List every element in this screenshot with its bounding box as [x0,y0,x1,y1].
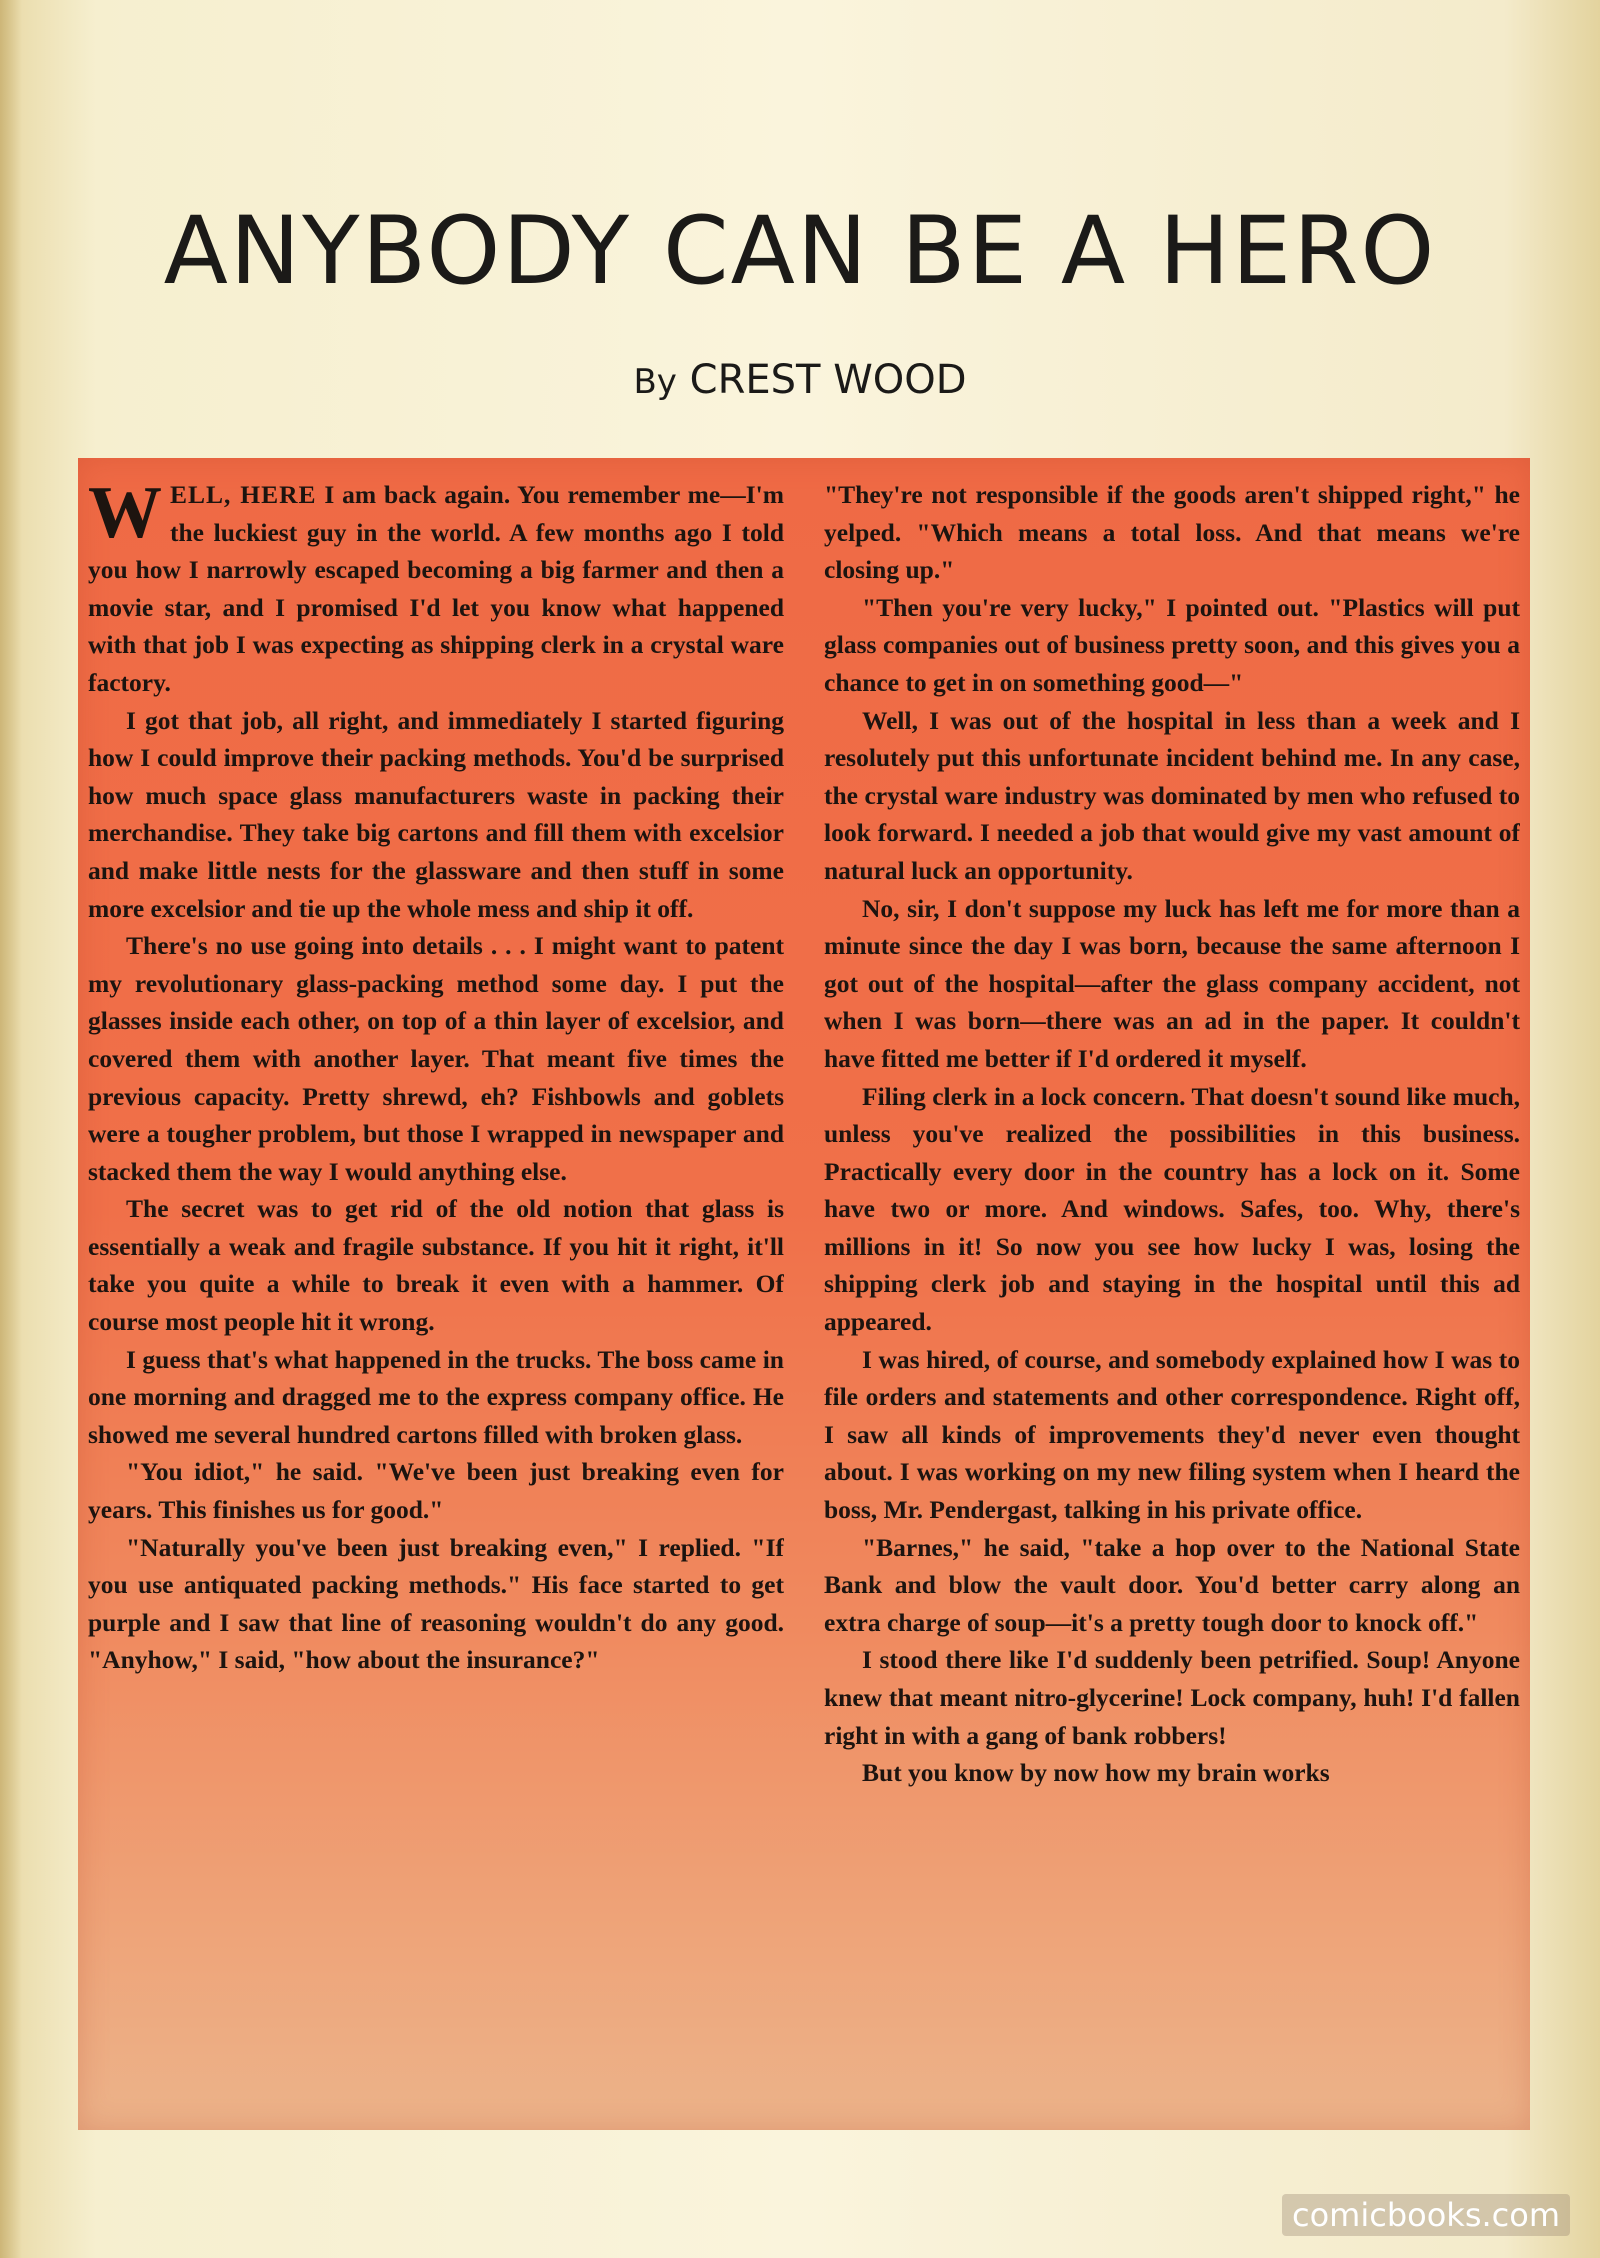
site-watermark: comicbooks.com [1282,2194,1570,2236]
story-title: ANYBODY CAN BE A HERO [163,197,1437,306]
paragraph: "Then you're very lucky," I pointed out. "Plastics will put glass companies out of business pretty soon, and this gives you a chance to get in on something good—" [824,592,1520,697]
paragraph: I was hired, of course, and somebody explained how I was to file orders and statements and other correspondence. Right off, I saw all kinds of improvements they'd never even thought about. I was working on my new filing system when I heard the boss, Mr. Pendergast, talking in his private office. [824,1344,1520,1525]
byline-prefix: By [633,362,677,402]
page-edge [0,0,22,2258]
paragraph: Filing clerk in a lock concern. That doesn't sound like much, unless you've realized the possibilities in this business. Practically every door in the country has a lock on it. Some have two or more. And windows. Safes, too. Why, there's millions in it! So now you see how lucky I was, losing the shipping clerk job and staying in the hospital until this ad appeared. [824,1081,1520,1337]
right-column [824,476,1520,2116]
opening-paragraph [88,476,784,702]
paragraph: Well, I was out of the hospital in less than a week and I resolutely put this unfortunate incident behind me. In any case, the crystal ware industry was dominated by men who refused to look forward. I needed a job that would give my vast amount of natural luck an opportunity. [824,705,1520,885]
paragraph: "Barnes," he said, "take a hop over to the National State Bank and blow the vault door. You'd better carry along an extra charge of soup—it's a pretty tough door to knock off." [824,1532,1520,1637]
byline [0,357,1600,403]
paragraph: No, sir, I don't suppose my luck has left me for more than a minute since the day I was born, because the same afternoon I got out of the hospital—after the glass company accident, not when I was born—there was an ad in the paper. It couldn't have fitted me better if I'd ordered it myself. [824,893,1520,1073]
byline-author: CREST WOOD [689,357,967,403]
left-column [88,476,784,2116]
paragraph: I guess that's what happened in the trucks. The boss came in one morning and dragged me to the express company office. He showed me several hundred cartons filled with broken glass. [88,1344,784,1449]
paragraph: "You idiot," he said. "We've been just breaking even for years. This finishes us for good." [88,1457,784,1525]
story-columns [88,476,1520,2116]
opening-caps: ELL, HERE [170,480,317,509]
paragraph: I got that job, all right, and immediately I started figuring how I could improve their packing methods. You'd be surprised how much space glass manufacturers waste in packing their merchandise. They take big cartons and fill them with excelsior and make little nests for the glassware and then stuff in some more excelsior and tie up the whole mess and ship it off. [88,705,784,923]
paragraph: The secret was to get rid of the old notion that glass is essentially a weak and fragile substance. If you hit it right, it'll take you quite a while to break it even with a hammer. Of course most people hit it wrong. [88,1194,784,1337]
paragraph: But you know by now how my brain works [862,1758,1330,1788]
paragraph: I stood there like I'd suddenly been petrified. Soup! Anyone knew that meant nitro-glycerine! Lock company, huh! I'd fallen right in with a gang of bank robbers! [824,1645,1520,1750]
drop-cap: W [88,476,162,554]
paragraph: "Naturally you've been just breaking even," I replied. "If you use antiquated packing methods." His face started to get purple and I saw that line of reasoning wouldn't do any good. "Anyhow," I said, "how about the insurance?" [88,1532,784,1675]
opening-text: I am back again. You remember me—I'm the luckiest guy in the world. A few months ago I told you how I narrowly escaped becoming a big farmer and then a movie star, and I promised I'd let you know what happened with that job I was expecting as shipping clerk in a crystal ware factory. [88,480,784,697]
paragraph: There's no use going into details . . . I might want to patent my revolutionary glass-packing method some day. I put the glasses inside each other, on top of a thin layer of excelsior, and covered them with another layer. That meant five times the previous capacity. Pretty shrewd, eh? Fishbowls and goblets were a tougher problem, but those I wrapped in newspaper and stacked them the way I would anything else. [88,931,784,1186]
paragraph: "They're not responsible if the goods aren't shipped right," he yelped. "Which means a total loss. And that means we're closing up." [824,480,1520,585]
story-text-panel [78,458,1530,2130]
